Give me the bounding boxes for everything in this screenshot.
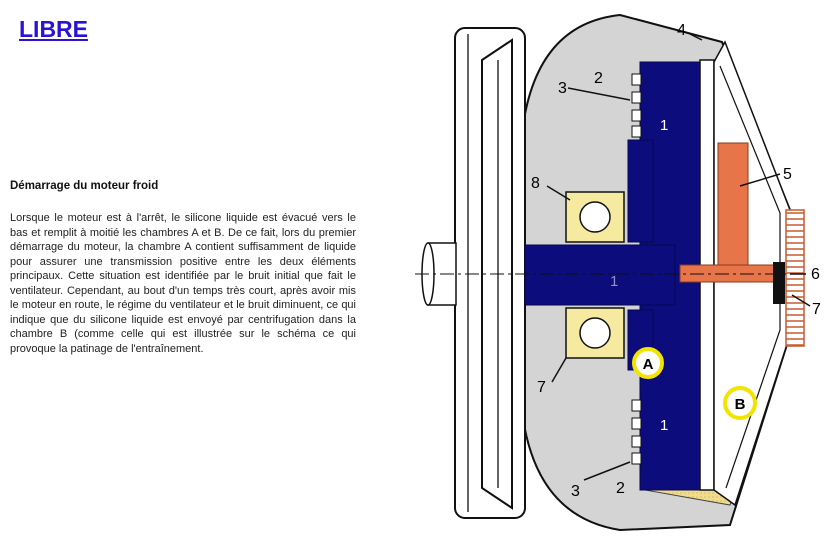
label-2-top: 2 [594,70,603,87]
section-paragraph: Lorsque le moteur est à l'arrêt, le silicone liquide est évacué vers le bas et remplit à moitié les chambres A et B. De ce fait, lors du premier démarrage du moteur, la chambre A contient suffisamment de liquide pour assurer une transmission positive entre les deux éléments principaux. Cette situation est identifiée par le bruit initial que fait le ventilateur. Cependant, au bout d'un temps très court, après avoir mis le moteur en route, le régime du ventilateur et le bruit diminuent, ce qui indique que du silicone liquide est envoyé par centrifugation dans la chambre B (comme celle qui est illustrée sur le schéma ce qui provoque la patinage de l'entraînement. [10,212,356,355]
label-2-bottom: 2 [616,480,625,497]
label-5: 5 [783,166,792,183]
svg-text:A: A [642,356,654,373]
label-8: 8 [531,175,540,192]
label-1-bottom: 1 [660,417,669,434]
text-section [10,180,356,356]
chamber-b-marker [725,388,755,418]
label-7-left: 7 [537,379,546,396]
viscous-coupling-diagram [400,0,827,545]
label-3-bottom: 3 [571,483,580,500]
label-6: 6 [811,266,820,283]
pulley [455,28,525,518]
libre-link[interactable]: LIBRE [19,16,88,42]
bearing-top [566,192,624,242]
bimetal-spring [786,210,804,346]
chamber-a-marker [634,349,662,377]
label-4: 4 [677,22,686,39]
section-title: Démarrage du moteur froid [10,180,159,192]
label-7-right: 7 [812,301,821,318]
bearing-bottom [566,308,624,358]
label-1-top: 1 [660,117,669,134]
label-1-mid: 1 [610,273,619,290]
label-3-top: 3 [558,80,567,97]
svg-text:B: B [734,396,746,413]
